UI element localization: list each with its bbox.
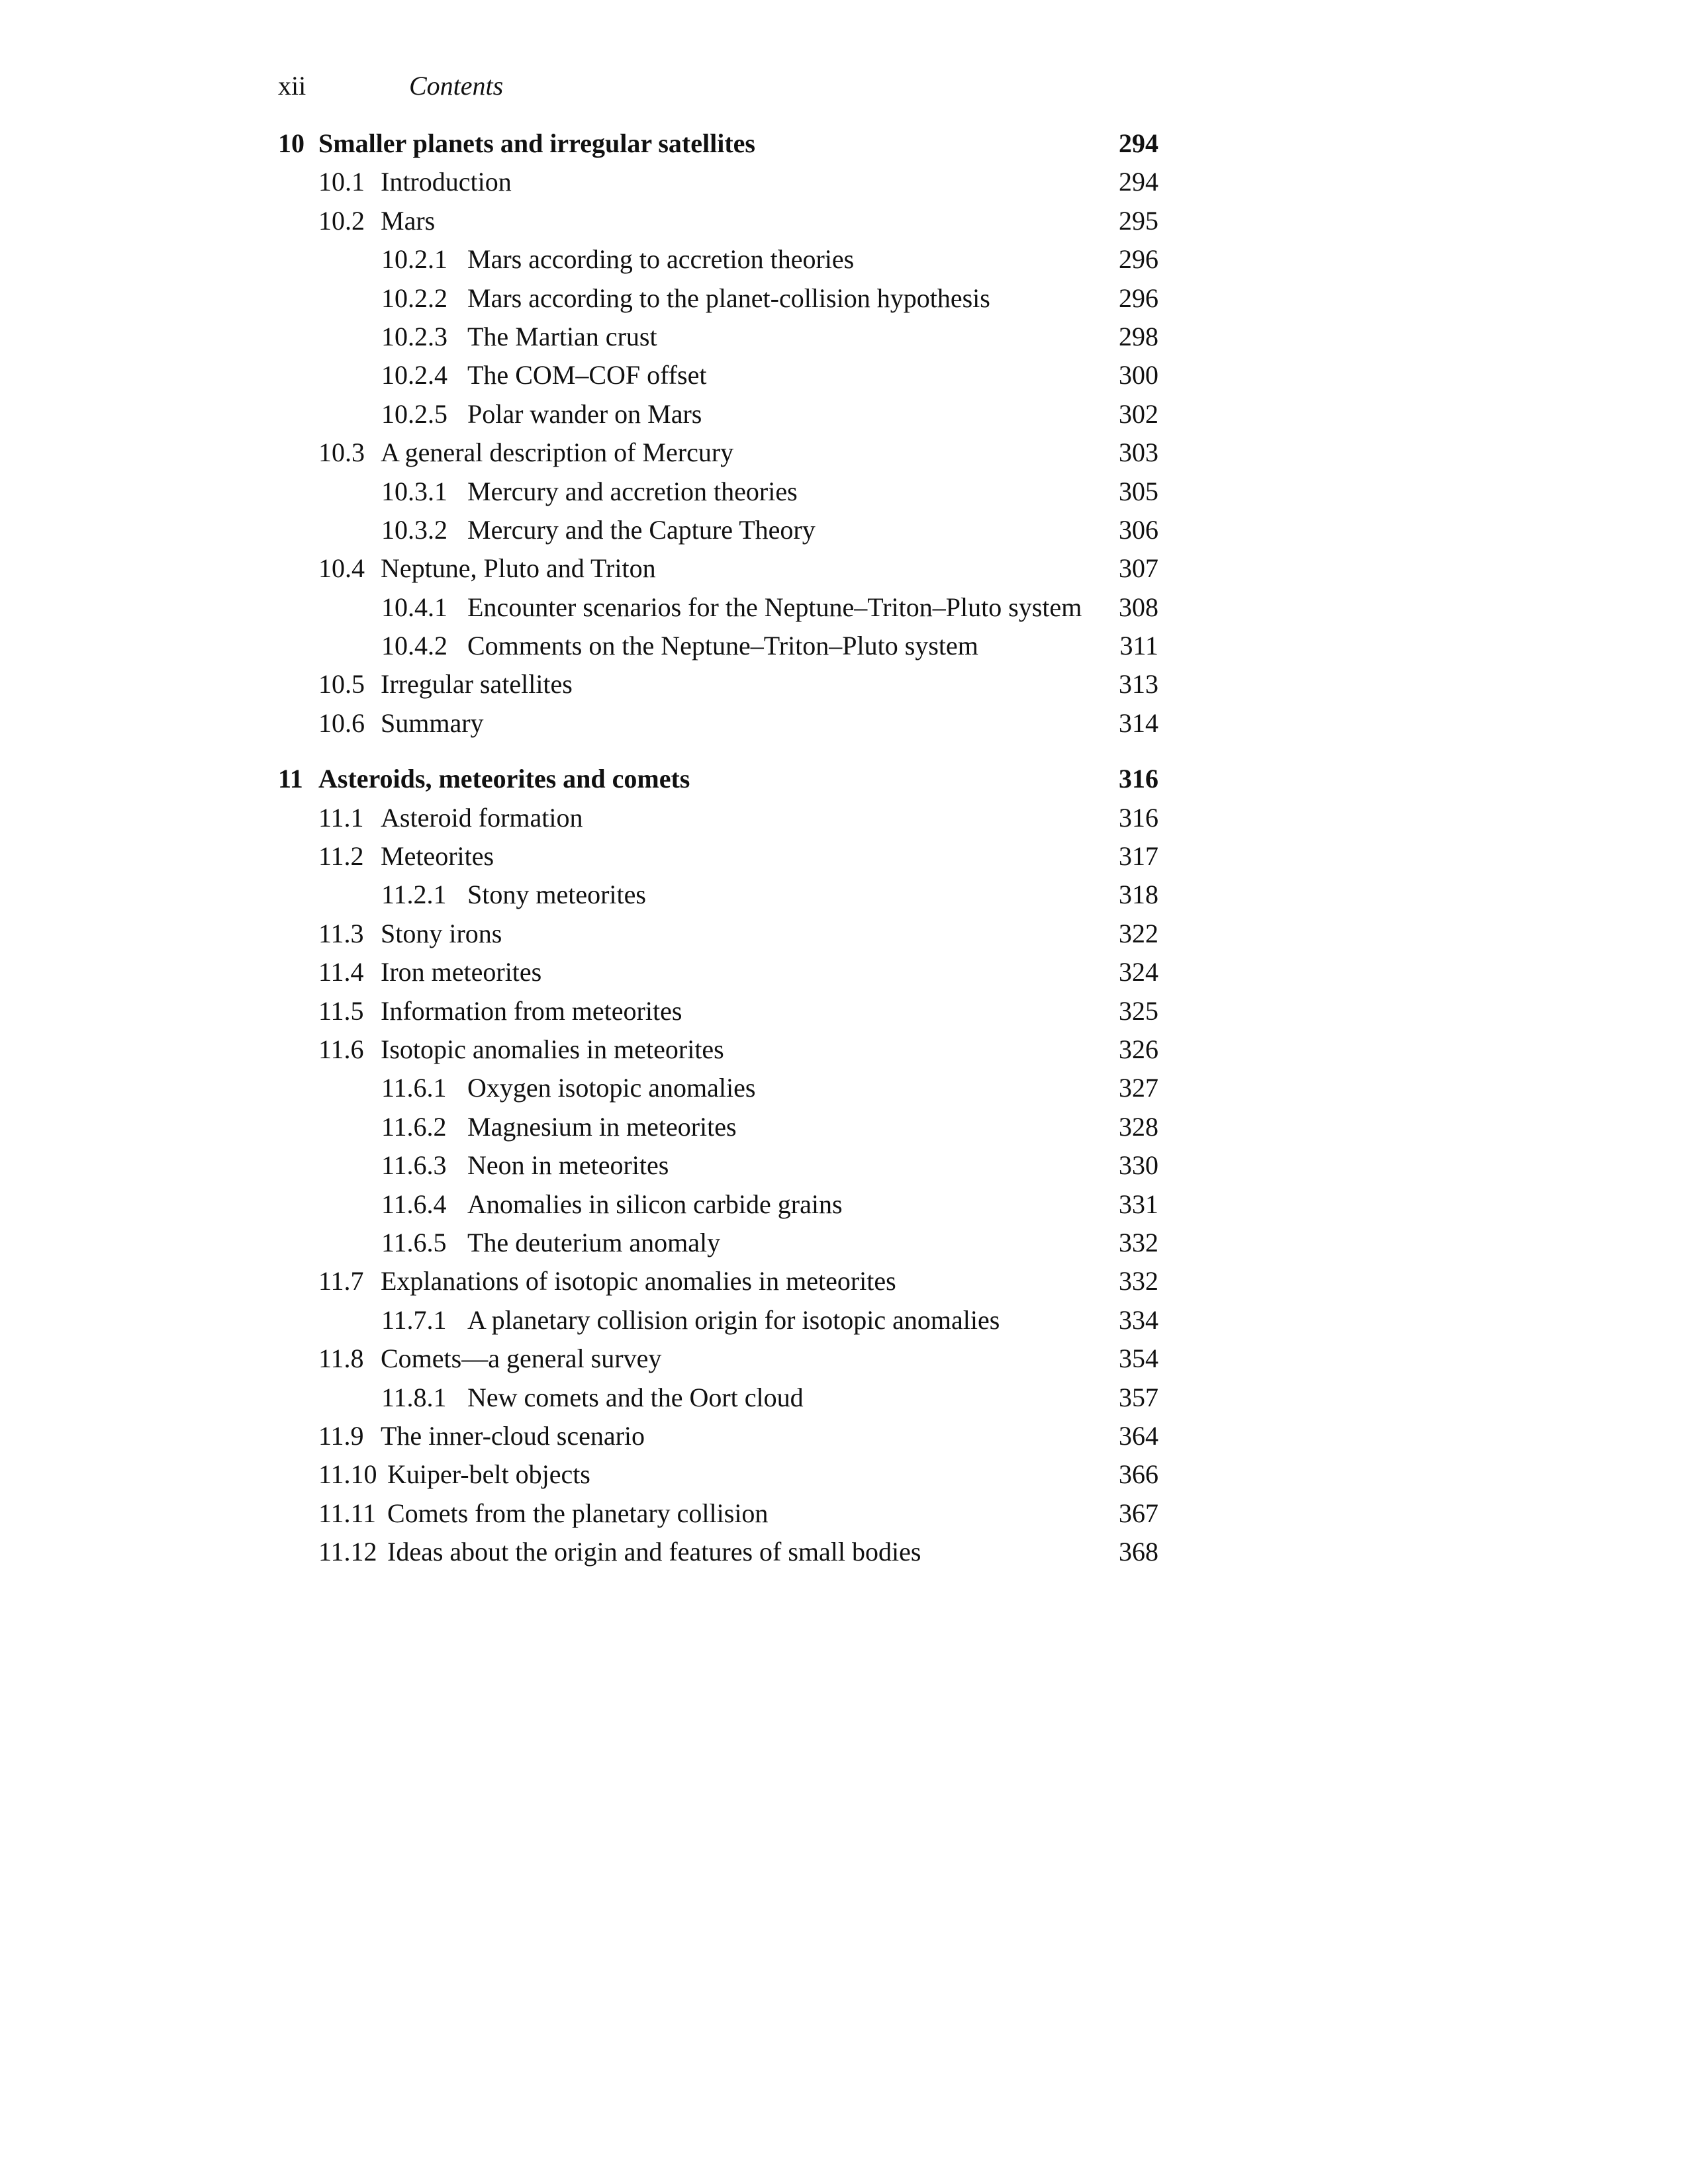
toc-entry-page: 295 — [1119, 205, 1158, 236]
toc-section-entry[interactable] — [0, 549, 1688, 588]
toc-entry-title: Meteorites — [381, 841, 494, 872]
toc-entry-title: Neon in meteorites — [467, 1150, 669, 1181]
toc-subsection-entry[interactable] — [0, 1069, 1688, 1107]
toc-section-entry[interactable] — [0, 1340, 1688, 1378]
toc-subsection-entry[interactable] — [0, 627, 1688, 665]
toc-entry-page: 313 — [1119, 669, 1158, 700]
toc-entry-number: 11.11 — [318, 1498, 377, 1528]
toc-section-entry[interactable] — [0, 799, 1688, 837]
toc-subsection-entry[interactable] — [0, 318, 1688, 356]
toc-entry-number: 11.2.1 — [381, 880, 447, 910]
toc-subsection-entry[interactable] — [0, 240, 1688, 279]
toc-entry-page: 332 — [1119, 1227, 1158, 1257]
toc-section-entry[interactable] — [0, 1030, 1688, 1069]
toc-section-entry[interactable] — [0, 163, 1688, 201]
toc-entry-title: Asteroid formation — [381, 802, 583, 833]
toc-entry-number: 10.4.1 — [381, 592, 447, 622]
toc-entry-page: 354 — [1119, 1343, 1158, 1374]
toc-entry-page: 368 — [1119, 1537, 1158, 1567]
toc-entry-page: 367 — [1119, 1498, 1158, 1528]
toc-subsection-entry[interactable] — [0, 279, 1688, 318]
toc-entry-page: 296 — [1119, 244, 1158, 275]
toc-entry-page: 328 — [1119, 1111, 1158, 1142]
toc-entry-title: A general description of Mercury — [381, 437, 734, 468]
toc-entry-number: 10.3.1 — [381, 476, 447, 506]
toc-entry-number: 11.2 — [318, 841, 364, 872]
toc-section-entry[interactable] — [0, 1417, 1688, 1455]
toc-entry-number: 10.4 — [318, 553, 365, 584]
toc-section-entry[interactable] — [0, 704, 1688, 743]
toc-entry-number: 11.8 — [318, 1343, 364, 1374]
toc-entry-page: 308 — [1119, 592, 1158, 622]
toc-entry-page: 306 — [1119, 514, 1158, 545]
toc-entry-number: 10.3.2 — [381, 514, 447, 545]
toc-subsection-entry[interactable] — [0, 1301, 1688, 1340]
toc-entry-page: 314 — [1119, 707, 1158, 738]
toc-section-entry[interactable] — [0, 1455, 1688, 1494]
toc-chapter — [0, 124, 1688, 743]
toc-entry-title: Irregular satellites — [381, 669, 573, 700]
toc-subsection-entry[interactable] — [0, 1146, 1688, 1185]
toc-chapter-number: 11 — [278, 764, 303, 794]
toc-entry-page: 302 — [1119, 398, 1158, 429]
toc-entry-page: 298 — [1119, 321, 1158, 351]
toc-subsection-entry[interactable] — [0, 876, 1688, 914]
toc-entry-title: Mars according to the planet-collision hypothesis — [467, 283, 990, 313]
toc-subsection-entry[interactable] — [0, 588, 1688, 627]
toc-chapter — [0, 760, 1688, 1571]
toc-entry-title: Polar wander on Mars — [467, 398, 702, 429]
toc-entry-title: The deuterium anomaly — [467, 1227, 721, 1257]
toc-entry-title: A planetary collision origin for isotopic anomalies — [467, 1304, 1000, 1335]
toc-subsection-entry[interactable] — [0, 511, 1688, 549]
toc-entry-page: 327 — [1119, 1073, 1158, 1103]
toc-entry-number: 10.4.2 — [381, 631, 447, 661]
toc-section-entry[interactable] — [0, 665, 1688, 704]
toc-entry-number: 10.3 — [318, 437, 365, 468]
toc-entry-page: 300 — [1119, 360, 1158, 390]
toc-section-entry[interactable] — [0, 1533, 1688, 1571]
toc-entry-title: Mercury and accretion theories — [467, 476, 798, 506]
toc-entry-page: 330 — [1119, 1150, 1158, 1181]
toc-chapter-page: 294 — [1119, 128, 1158, 158]
toc-entry-page: 332 — [1119, 1266, 1158, 1297]
toc-entry-title: Anomalies in silicon carbide grains — [467, 1189, 843, 1219]
toc-entry-page: 326 — [1119, 1034, 1158, 1064]
toc-entry-page: 294 — [1119, 167, 1158, 197]
toc-subsection-entry[interactable] — [0, 356, 1688, 394]
toc-entry-number: 11.7 — [318, 1266, 364, 1297]
toc-section-entry[interactable] — [0, 837, 1688, 876]
toc-entry-number: 10.2.1 — [381, 244, 447, 275]
toc-section-entry[interactable] — [0, 1494, 1688, 1533]
toc-entry-number: 10.2.5 — [381, 398, 447, 429]
toc-entry-title: Mars according to accretion theories — [467, 244, 855, 275]
toc-entry-number: 11.5 — [318, 995, 364, 1026]
toc-entry-title: Explanations of isotopic anomalies in meteorites — [381, 1266, 896, 1297]
toc-entry-number: 10.2.3 — [381, 321, 447, 351]
toc-subsection-entry[interactable] — [0, 1224, 1688, 1262]
toc-section-entry[interactable] — [0, 1262, 1688, 1300]
toc-chapter-heading[interactable] — [0, 760, 1688, 798]
toc-entry-title: Magnesium in meteorites — [467, 1111, 737, 1142]
toc-entry-page: 303 — [1119, 437, 1158, 468]
toc-entry-page: 364 — [1119, 1420, 1158, 1451]
toc-entry-number: 11.6.4 — [381, 1189, 447, 1219]
toc-entry-title: Oxygen isotopic anomalies — [467, 1073, 756, 1103]
toc-entry-number: 10.2.2 — [381, 283, 447, 313]
toc-entry-number: 11.8.1 — [381, 1382, 447, 1412]
toc-entry-number: 11.3 — [318, 918, 364, 948]
toc-entry-page: 307 — [1119, 553, 1158, 584]
toc-entry-page: 334 — [1119, 1304, 1158, 1335]
toc-entry-number: 10.2 — [318, 205, 365, 236]
toc-chapter-title: Smaller planets and irregular satellites — [318, 128, 755, 158]
toc-entry-page: 318 — [1119, 880, 1158, 910]
toc-entry-page: 296 — [1119, 283, 1158, 313]
toc-entry-page: 322 — [1119, 918, 1158, 948]
toc-entry-title: The Martian crust — [467, 321, 657, 351]
toc-entry-number: 11.9 — [318, 1420, 364, 1451]
toc-entry-page: 324 — [1119, 957, 1158, 987]
running-title: Contents — [409, 71, 504, 101]
toc-section-entry[interactable] — [0, 433, 1688, 472]
toc-subsection-entry[interactable] — [0, 1185, 1688, 1224]
toc-entry-title: The inner-cloud scenario — [381, 1420, 645, 1451]
table-of-contents — [0, 124, 1688, 1588]
toc-section-entry[interactable] — [0, 953, 1688, 991]
toc-entry-number: 10.6 — [318, 707, 365, 738]
toc-subsection-entry[interactable] — [0, 395, 1688, 433]
toc-entry-number: 11.1 — [318, 802, 364, 833]
toc-subsection-entry[interactable] — [0, 1108, 1688, 1146]
toc-entry-title: Ideas about the origin and features of small bodies — [387, 1537, 921, 1567]
toc-entry-page: 317 — [1119, 841, 1158, 872]
toc-entry-page: 366 — [1119, 1459, 1158, 1490]
toc-section-entry[interactable] — [0, 915, 1688, 953]
toc-entry-title: Isotopic anomalies in meteorites — [381, 1034, 724, 1064]
toc-entry-number: 10.1 — [318, 167, 365, 197]
toc-section-entry[interactable] — [0, 202, 1688, 240]
toc-chapter-number: 10 — [278, 128, 305, 158]
toc-entry-page: 311 — [1119, 631, 1158, 661]
toc-entry-title: Summary — [381, 707, 484, 738]
toc-chapter-page: 316 — [1119, 764, 1158, 794]
toc-entry-title: The COM–COF offset — [467, 360, 707, 390]
toc-entry-number: 11.6 — [318, 1034, 364, 1064]
toc-entry-title: Comments on the Neptune–Triton–Pluto system — [467, 631, 978, 661]
toc-entry-number: 11.4 — [318, 957, 364, 987]
toc-entry-number: 11.12 — [318, 1537, 377, 1567]
toc-entry-page: 305 — [1119, 476, 1158, 506]
toc-entry-title: Encounter scenarios for the Neptune–Triton–Pluto system — [467, 592, 1082, 622]
toc-entry-title: Stony meteorites — [467, 880, 646, 910]
toc-subsection-entry[interactable] — [0, 1379, 1688, 1417]
page-header — [278, 66, 1172, 106]
toc-entry-page: 316 — [1119, 802, 1158, 833]
toc-entry-number: 11.6.5 — [381, 1227, 447, 1257]
toc-entry-title: Mars — [381, 205, 436, 236]
toc-entry-page: 325 — [1119, 995, 1158, 1026]
toc-entry-number: 11.10 — [318, 1459, 377, 1490]
toc-entry-number: 11.6.2 — [381, 1111, 447, 1142]
toc-entry-title: Neptune, Pluto and Triton — [381, 553, 656, 584]
toc-entry-title: Kuiper-belt objects — [387, 1459, 590, 1490]
toc-entry-title: Iron meteorites — [381, 957, 542, 987]
toc-entry-number: 10.2.4 — [381, 360, 447, 390]
toc-entry-title: Introduction — [381, 167, 512, 197]
toc-entry-page: 357 — [1119, 1382, 1158, 1412]
toc-chapter-heading[interactable] — [0, 124, 1688, 163]
toc-section-entry[interactable] — [0, 992, 1688, 1030]
toc-subsection-entry[interactable] — [0, 473, 1688, 511]
page-folio: xii — [278, 71, 306, 101]
toc-chapter-title: Asteroids, meteorites and comets — [318, 764, 690, 794]
toc-entry-title: Stony irons — [381, 918, 502, 948]
toc-entry-number: 11.6.1 — [381, 1073, 447, 1103]
toc-entry-title: Mercury and the Capture Theory — [467, 514, 816, 545]
toc-entry-title: Information from meteorites — [381, 995, 682, 1026]
toc-entry-title: Comets from the planetary collision — [387, 1498, 769, 1528]
toc-entry-title: New comets and the Oort cloud — [467, 1382, 804, 1412]
toc-entry-page: 331 — [1119, 1189, 1158, 1219]
toc-entry-title: Comets—a general survey — [381, 1343, 662, 1374]
toc-entry-number: 11.6.3 — [381, 1150, 447, 1181]
toc-entry-number: 10.5 — [318, 669, 365, 700]
toc-entry-number: 11.7.1 — [381, 1304, 447, 1335]
